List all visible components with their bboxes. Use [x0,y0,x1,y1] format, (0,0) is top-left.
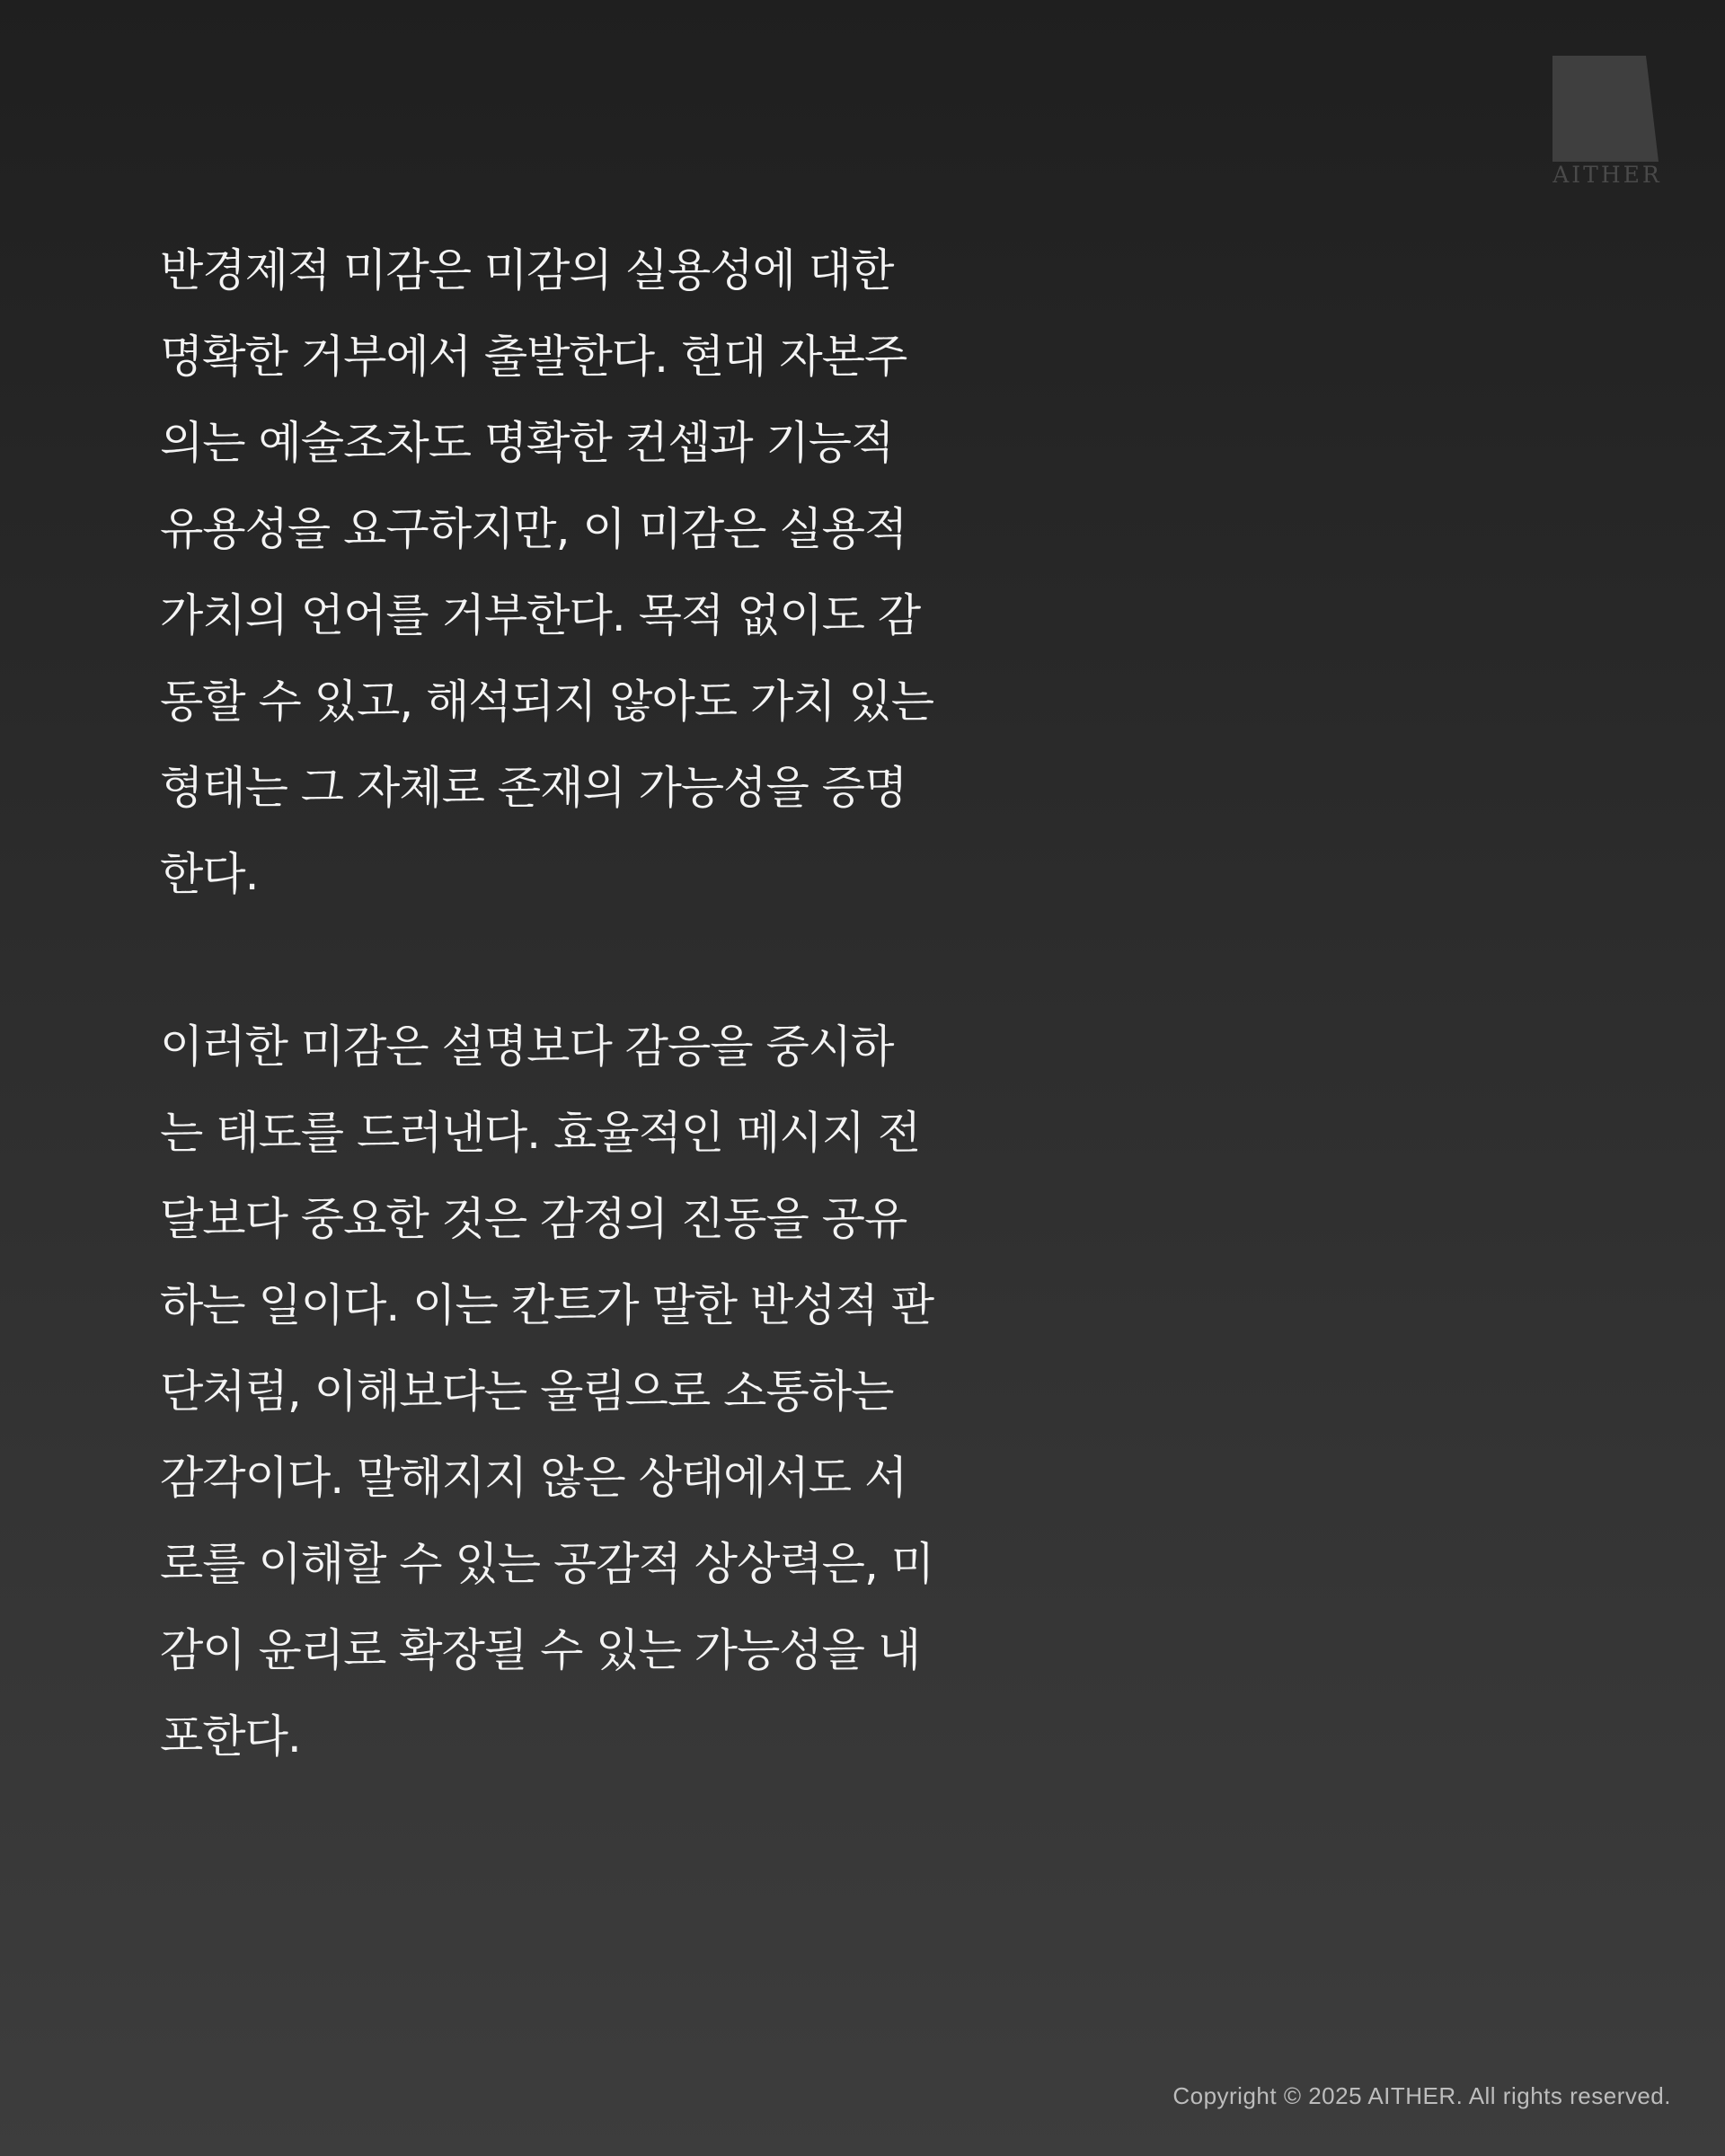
paragraph-line: 의는 예술조차도 명확한 컨셉과 기능적 [160,417,894,469]
paragraph-line: 명확한 거부에서 출발한다. 현대 자본주 [160,331,907,383]
paragraph-2 [160,1003,934,1780]
paragraph-line: 유용성을 요구하지만, 이 미감은 실용적 [160,503,907,555]
paragraph-line: 가치의 언어를 거부한다. 목적 없이도 감 [160,589,921,641]
logo-text: AITHER [1552,162,1662,188]
paragraph-line: 포한다. [160,1710,301,1763]
paragraph-line: 는 태도를 드러낸다. 효율적인 메시지 전 [160,1107,921,1159]
paragraph-1 [160,227,934,917]
paragraph-line: 로를 이해할 수 있는 공감적 상상력은, 미 [160,1538,934,1590]
paragraph-line: 한다. [160,848,259,900]
brand-logo[interactable] [1552,56,1662,190]
paragraph-line: 단처럼, 이해보다는 울림으로 소통하는 [160,1365,894,1418]
paragraph-line: 형태는 그 자체로 존재의 가능성을 증명 [160,762,907,814]
paragraph-line: 감이 윤리로 확장될 수 있는 가능성을 내 [160,1624,921,1676]
paragraph-line: 반경제적 미감은 미감의 실용성에 대한 [160,244,894,296]
logo-mark-icon [1552,56,1662,163]
copyright-text: Copyright © 2025 AITHER. All rights reserved. [1172,2082,1671,2109]
paragraph-line: 동할 수 있고, 해석되지 않아도 가치 있는 [160,676,934,728]
paragraph-line: 감각이다. 말해지지 않은 상태에서도 서 [160,1452,907,1504]
article-body [160,227,934,1780]
paragraph-line: 하는 일이다. 이는 칸트가 말한 반성적 판 [160,1279,934,1331]
paragraph-line: 이러한 미감은 설명보다 감응을 중시하 [160,1021,894,1073]
paragraph-line: 달보다 중요한 것은 감정의 진동을 공유 [160,1193,907,1245]
